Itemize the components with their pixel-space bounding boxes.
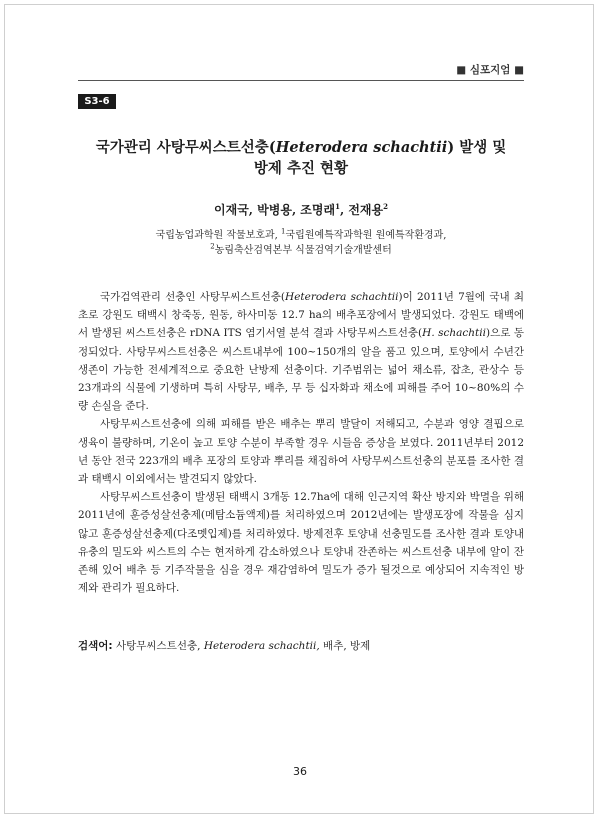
title-line-1 — [78, 137, 524, 158]
affiliation-mark: 1 — [281, 227, 286, 236]
abstract-paragraph: 사탕무씨스트선충이 발생된 태백시 3개동 12.7ha에 대해 인근지역 확산 방지와 박멸을 위해 2011년에 훈증성살선충제(메탐소듐액제)를 처리하였으며 2012년에는 발생포장에 작물을 심지 않고 훈증성살선충제(다조멧입제)를 처리하였다. 방제전후 토양내 선충밀도를 조사한 결과 토양내 유충의 밀도와 씨스트의 수는 현저하게 감소하였으나 토양내 잔존하는 씨스트선충 내부에 알이 잔존해 있어 배추 등 기주작물을 심을 경우 재감염하여 밀도가 증가 될것으로 예상되어 지속적인 방제와 관리가 필요하다. — [78, 491, 524, 595]
keywords-label: 검색어: — [78, 640, 113, 652]
keywords-species: Heterodera schachtii, — [203, 640, 320, 652]
affiliation-text: 국립원예특작과학원 원예특작환경과, — [285, 230, 447, 241]
abstract-text: )으로 동정되었다. 사탕무씨스트선충은 씨스트내부에 100~150개의 알을 품고 있으며, 토양에서 수년간 생존이 가능한 전세계적으로 중요한 난방제 선충이다. 기주범위는 넓어 채소류, 잡초, 관상수 등 23개과의 식물에 기생하며 특히 사탕무, 배추, 무 등 십자화과 채소에 피해를 주어 10~80%의 수량 손실을 준다. — [78, 327, 524, 413]
affiliation-line-1 — [78, 228, 524, 243]
header-rule — [78, 80, 524, 81]
title-suffix: ) 발생 및 — [447, 139, 507, 156]
affiliation-mark: 2 — [210, 242, 215, 251]
species-name: Heterodera schachtii — [285, 291, 399, 303]
keywords-text: 사탕무씨스트선충, — [112, 640, 204, 652]
abstract-text: )이 2011년 7월에 국내 최초로 강원도 태백시 창죽동, 원동, 하사미동 12.7 ha의 배추포장에서 발생되었다. 강원도 태백에서 발생된 씨스트선충은 rDNA ITS 염기서열 분석 결과 사탕무씨스트선충( — [78, 291, 524, 340]
author-name: 박병용 — [257, 203, 292, 217]
species-name: H. schachtii — [422, 327, 486, 340]
session-tag: S3-6 — [78, 94, 116, 109]
page-number: 36 — [293, 765, 307, 778]
author-name: 조명래 — [300, 203, 336, 217]
running-header: ■ 심포지엄 ■ — [456, 64, 524, 76]
affiliation-line-2 — [78, 243, 524, 258]
abstract-paragraph: 사탕무씨스트선충에 의해 피해를 받은 배추는 뿌리 발달이 저해되고, 수분과 영양 결핍으로 생육이 불량하며, 기온이 높고 토양 수분이 부족할 경우 시들음 증상을 보였다. 2011년부터 2012년 동안 전국 223개의 배추 포장의 토양과 뿌리를 채집하여 사탕무씨스트선충의 분포를 조사한 결과 태백시 이외에서는 발견되지 않았다. — [78, 418, 524, 486]
keywords-text: 배추, 방제 — [319, 640, 371, 652]
title-prefix: 국가관리 사탕무씨스트선충( — [95, 139, 276, 156]
affiliations — [78, 228, 524, 258]
author-affil-mark: 1 — [335, 202, 340, 211]
affiliation-text: 국립농업과학원 작물보호과, — [155, 230, 278, 241]
paper-title — [78, 137, 524, 179]
abstract-text: 국가검역관리 선충인 사탕무씨스트선충( — [100, 291, 286, 303]
title-species: Heterodera schachtii — [275, 139, 448, 156]
abstract-body — [78, 288, 524, 597]
author-name: 전재용 — [348, 203, 384, 217]
abstract-paragraph — [78, 288, 524, 415]
author-list: 이재국, 박병용, 조명래$^1$, 전재용$^2$ — [214, 202, 388, 217]
title-line-2: 방제 추진 현황 — [253, 160, 349, 177]
author-affil-mark: 2 — [383, 202, 388, 211]
affiliation-text: 농림축산검역본부 식물검역기술개발센터 — [214, 245, 392, 256]
keywords — [78, 638, 524, 654]
author-name: 이재국 — [214, 203, 249, 217]
